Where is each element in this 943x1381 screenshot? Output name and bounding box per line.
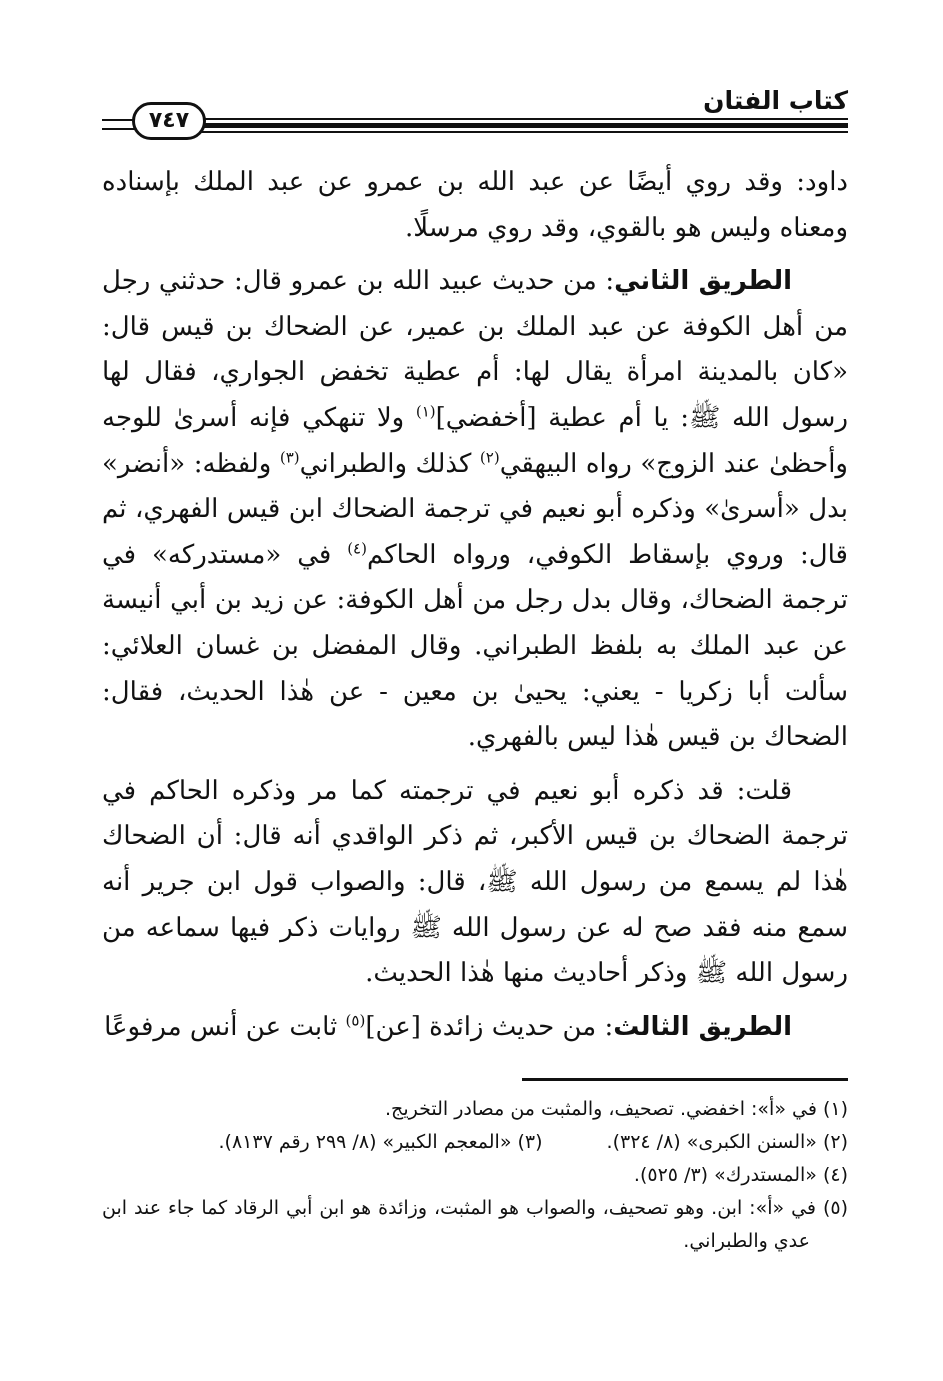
footnotes: [102, 1093, 848, 1258]
page-header: [102, 86, 848, 146]
page-number: ٧٤٧: [132, 102, 206, 140]
footnote: (٢) «السنن الكبرى» (٨/ ٣٢٤).: [606, 1131, 848, 1153]
paragraph-text: ثابت عن أنس مرفوعًا: [104, 1011, 346, 1042]
paragraph-text: ولا تنهكي فإنه أسرىٰ للوجه وأحظىٰ عند الزوج» رواه البيهقي: [102, 402, 848, 479]
paragraph: [102, 1005, 848, 1051]
footnote-ref[interactable]: (٥): [345, 1011, 366, 1030]
section-heading: الطريق الثاني: [614, 266, 792, 297]
footnote: (١) في «أ»: اخفضي. تصحيف، والمثبت من مصادر التخريج.: [385, 1098, 848, 1120]
footnote-ref[interactable]: (٤): [347, 539, 367, 558]
footnote: (٤) «المستدرك» (٣/ ٥٢٥).: [633, 1164, 848, 1186]
footnote-ref[interactable]: (٢): [479, 447, 500, 466]
footnote: (٥) في «أ»: ابن. وهو تصحيف، والصواب هو المثبت، وزائدة هو ابن أبي الرقاد كما جاء عند ابن عدي والطبراني.: [102, 1197, 848, 1252]
main-text: [102, 160, 848, 1050]
footnote-separator: [522, 1078, 848, 1081]
section-heading: الطريق الثالث: [613, 1011, 792, 1042]
footnote: (٣) «المعجم الكبير» (٨/ ٢٩٩ رقم ٨١٣٧).: [218, 1131, 543, 1153]
paragraph-text: في «مستدركه» في ترجمة الضحاك، وقال بدل رجل من أهل الكوفة: عن زيد بن أبي أنيسة عن عبد الملك به بلفظ الطبراني. وقال المفضل بن غسان العلائي: سألت أبا زكريا - يعني: يحيىٰ بن معين - عن هٰذا الحديث، فقال: الضحاك بن قيس هٰذا ليس بالفهري.: [102, 539, 848, 753]
header-rule: [194, 118, 848, 120]
paragraph-text: داود: وقد روي أيضًا عن عبد الله بن عمرو عن عبد الملك بإسناده ومعناه وليس هو بالقوي، وقد روي مرسلًا.: [102, 167, 848, 243]
paragraph: [102, 769, 848, 997]
book-title: كتاب الفتان: [703, 86, 848, 115]
paragraph-text: ولفظه: «أنضر» بدل «أسرىٰ» وذكره أبو نعيم في ترجمة الضحاك ابن قيس الفهري، ثم قال: وروي بإسقاط الكوفي، ورواه الحاكم: [102, 448, 848, 570]
header-rule-thick: [194, 123, 848, 128]
paragraph-text: : من حديث زائدة [عن]: [365, 1011, 614, 1042]
paragraph-text: : من حديث عبيد الله بن عمرو قال: حدثني رجل من أهل الكوفة عن عبد الملك بن عمير، عن الضحاك بن قيس قال: «كان بالمدينة امرأة يقال لها: أم عطية تخفض الجواري، فقال لها رسول الله ﷺ: يا أم عطية [أخفضي]: [102, 266, 848, 433]
footnote-ref[interactable]: (٣): [279, 447, 300, 466]
paragraph-text: كذلك والطبراني: [299, 448, 480, 479]
paragraph: [102, 160, 848, 251]
footnote-row: [102, 1126, 848, 1159]
footnote-ref[interactable]: (١): [415, 402, 436, 421]
paragraph-text: قلت: قد ذكره أبو نعيم في ترجمته كما مر وذكره الحاكم في ترجمة الضحاك بن قيس الأكبر، ثم ذكر الواقدي أنه قال: أن الضحاك هٰذا لم يسمع من رسول الله ﷺ، قال: والصواب قول ابن جرير أنه سمع منه فقد صح له عن رسول الله ﷺ روايات ذكر فيها سماعه من رسول الله ﷺ وذكر أحاديث منها هٰذا الحديث.: [102, 775, 848, 989]
paragraph: [102, 259, 848, 761]
header-rule: [194, 131, 848, 133]
